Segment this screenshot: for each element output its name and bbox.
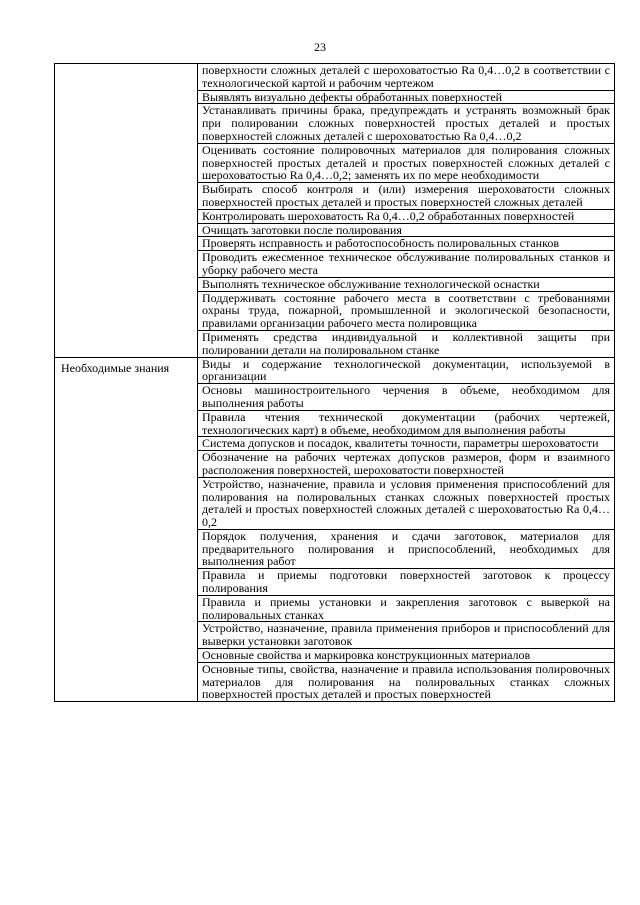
skill-item: Выполнять техническое обслуживание технологической оснастки [198, 277, 615, 291]
skill-item: поверхности сложных деталей с шероховатостью Ra 0,4…0,2 в соответствии с технологической картой и рабочим чертежом [198, 64, 615, 91]
skill-item: Очищать заготовки после полирования [198, 223, 615, 237]
knowledge-item: Устройство, назначение, правила и условия применения приспособлений для полирования на полировальных станках сложных поверхностей простых деталей и простых поверхностей сложных деталей с шероховатостью Ra 0,4…0,2 [198, 477, 615, 529]
skill-item: Устанавливать причины брака, предупреждать и устранять возможный брак при полировании сложных поверхностей простых деталей и простых поверхностей сложных деталей с шероховатостью Ra 0,4…0,2 [198, 104, 615, 143]
knowledge-label: Необходимые знания [55, 357, 198, 702]
skills-label-cell [55, 64, 198, 358]
table-row [55, 64, 615, 91]
knowledge-item: Устройство, назначение, правила применения приборов и приспособлений для выверки установки заготовок [198, 622, 615, 649]
skill-item: Выявлять визуально дефекты обработанных поверхностей [198, 90, 615, 104]
knowledge-item: Основные типы, свойства, назначение и правила использования полировочных материалов для полирования на полировальных станках сложных поверхностей простых деталей и простых поверхностей [198, 662, 615, 701]
skill-item: Применять средства индивидуальной и коллективной защиты при полировании детали на полировальном станке [198, 330, 615, 357]
knowledge-item: Правила и приемы подготовки поверхностей заготовок к процессу полирования [198, 569, 615, 596]
page-number: 23 [314, 40, 326, 54]
skill-item: Выбирать способ контроля и (или) измерения шероховатости сложных поверхностей простых деталей и простых поверхностей сложных деталей [198, 183, 615, 210]
skill-item: Проводить ежесменное техническое обслуживание полировальных станков и уборку рабочего места [198, 251, 615, 278]
skill-item: Поддерживать состояние рабочего места в соответствии с требованиями охраны труда, пожарной, промышленной и экологической безопасности, правилами организации рабочего места полировщика [198, 291, 615, 330]
knowledge-item: Порядок получения, хранения и сдачи заготовок, материалов для предварительного полирования и приспособлений, необходимых для выполнения работ [198, 529, 615, 568]
knowledge-item: Основные свойства и маркировка конструкционных материалов [198, 649, 615, 663]
knowledge-item: Виды и содержание технологической документации, используемой в организации [198, 357, 615, 384]
knowledge-item: Правила и приемы установки и закрепления заготовок с выверкой на полировальных станках [198, 595, 615, 622]
table-row [55, 357, 615, 384]
knowledge-item: Правила чтения технической документации (рабочих чертежей, технологических карт) в объеме, необходимом для выполнения работы [198, 410, 615, 437]
skill-item: Оценивать состояние полировочных материалов для полирования сложных поверхностей простых деталей и простых поверхностей сложных деталей с шероховатостью Ra 0,4…0,2; заменять их по мере необходимости [198, 143, 615, 182]
knowledge-item: Система допусков и посадок, квалитеты точности, параметры шероховатости [198, 437, 615, 451]
knowledge-item: Основы машиностроительного черчения в объеме, необходимом для выполнения работы [198, 384, 615, 411]
knowledge-item: Обозначение на рабочих чертежах допусков размеров, форм и взаимного расположения поверхностей, шероховатости поверхностей [198, 451, 615, 478]
skill-item: Контролировать шероховатость Ra 0,4…0,2 обработанных поверхностей [198, 209, 615, 223]
labor-functions-table [54, 63, 615, 702]
skill-item: Проверять исправность и работоспособность полировальных станков [198, 237, 615, 251]
